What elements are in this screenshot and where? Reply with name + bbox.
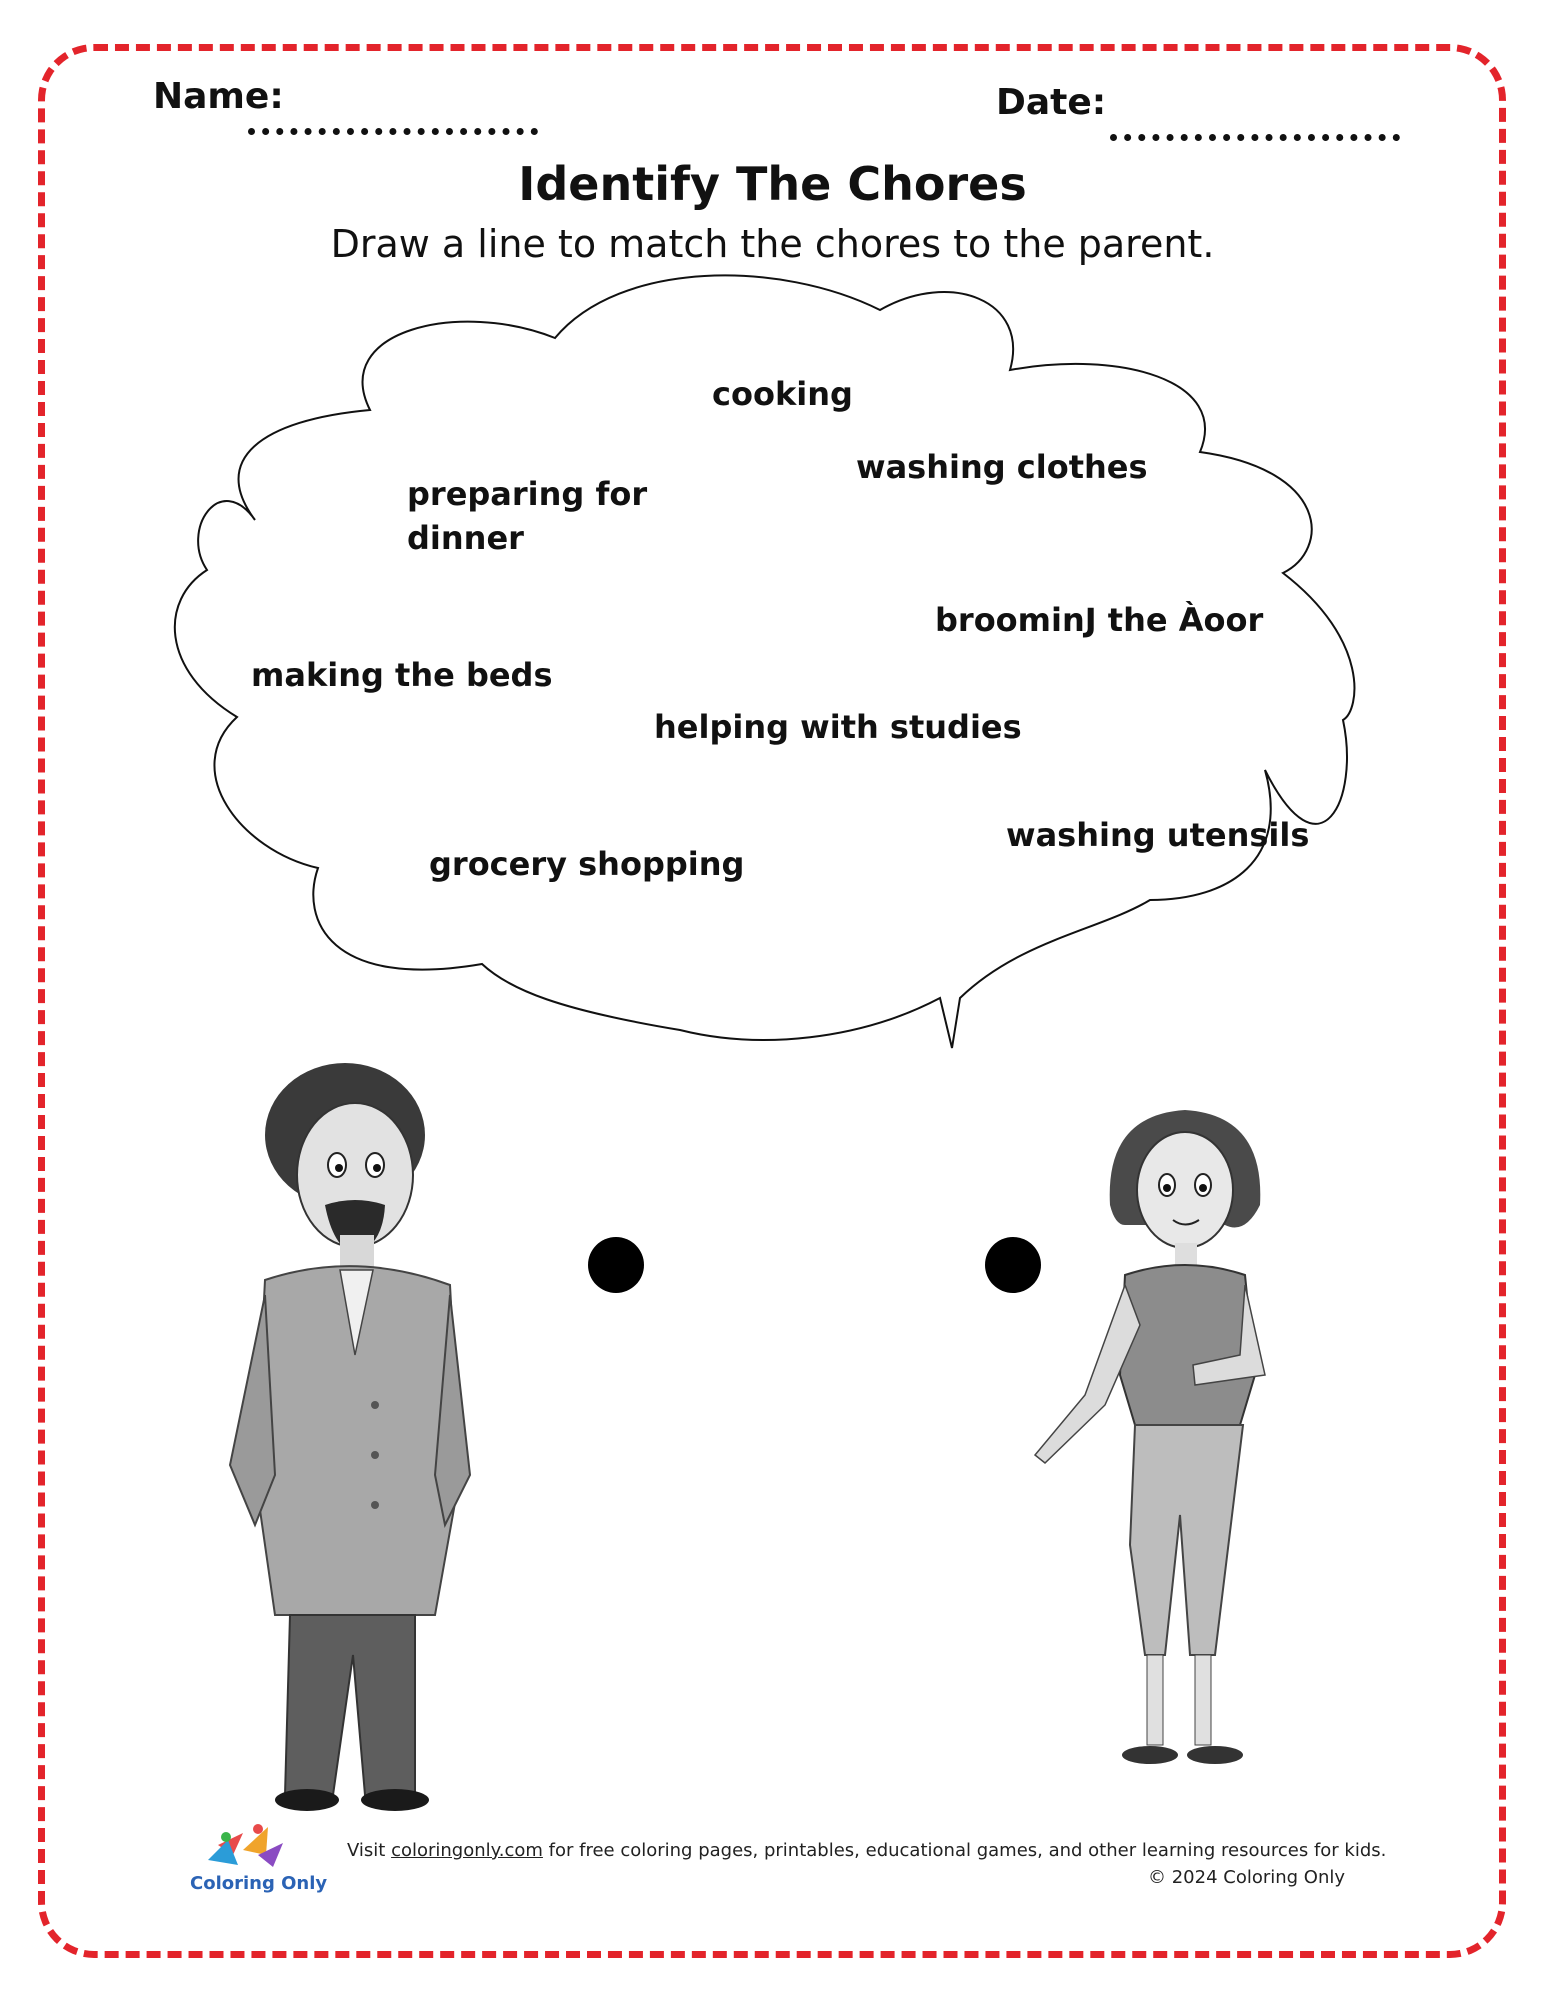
chore-preparing-dinner: preparing for dinner bbox=[407, 475, 648, 557]
chore-washing-utensils: washing utensils bbox=[1006, 816, 1310, 854]
worksheet-title: Identify The Chores bbox=[518, 157, 1027, 211]
worksheet-instruction: Draw a line to match the chores to the parent. bbox=[330, 222, 1215, 266]
chore-brooming-floor: broominJ the Àoor bbox=[935, 601, 1264, 639]
mother-illustration bbox=[1015, 1095, 1275, 1795]
date-label: Date: bbox=[996, 82, 1107, 123]
name-label: Name: bbox=[153, 76, 284, 117]
footer-visit-suffix: for free coloring pages, printables, educational games, and other learning resources for kids. bbox=[542, 1840, 1387, 1861]
copyright-text: © 2024 Coloring Only bbox=[1148, 1867, 1346, 1888]
chore-cooking: cooking bbox=[712, 375, 853, 413]
footer-visit-text bbox=[347, 1840, 1386, 1861]
logo-text: Coloring Only bbox=[190, 1873, 328, 1894]
coloring-only-logo bbox=[188, 1815, 318, 1875]
chore-grocery-shopping: grocery shopping bbox=[429, 845, 745, 883]
chore-washing-clothes: washing clothes bbox=[856, 448, 1148, 486]
chore-making-beds: making the beds bbox=[251, 656, 553, 694]
footer-visit-prefix: Visit bbox=[347, 1840, 392, 1861]
father-illustration bbox=[215, 1055, 475, 1815]
chore-helping-studies: helping with studies bbox=[654, 708, 1022, 746]
father-match-dot[interactable] bbox=[588, 1237, 644, 1293]
site-link[interactable]: coloringonly.com bbox=[391, 1840, 543, 1861]
